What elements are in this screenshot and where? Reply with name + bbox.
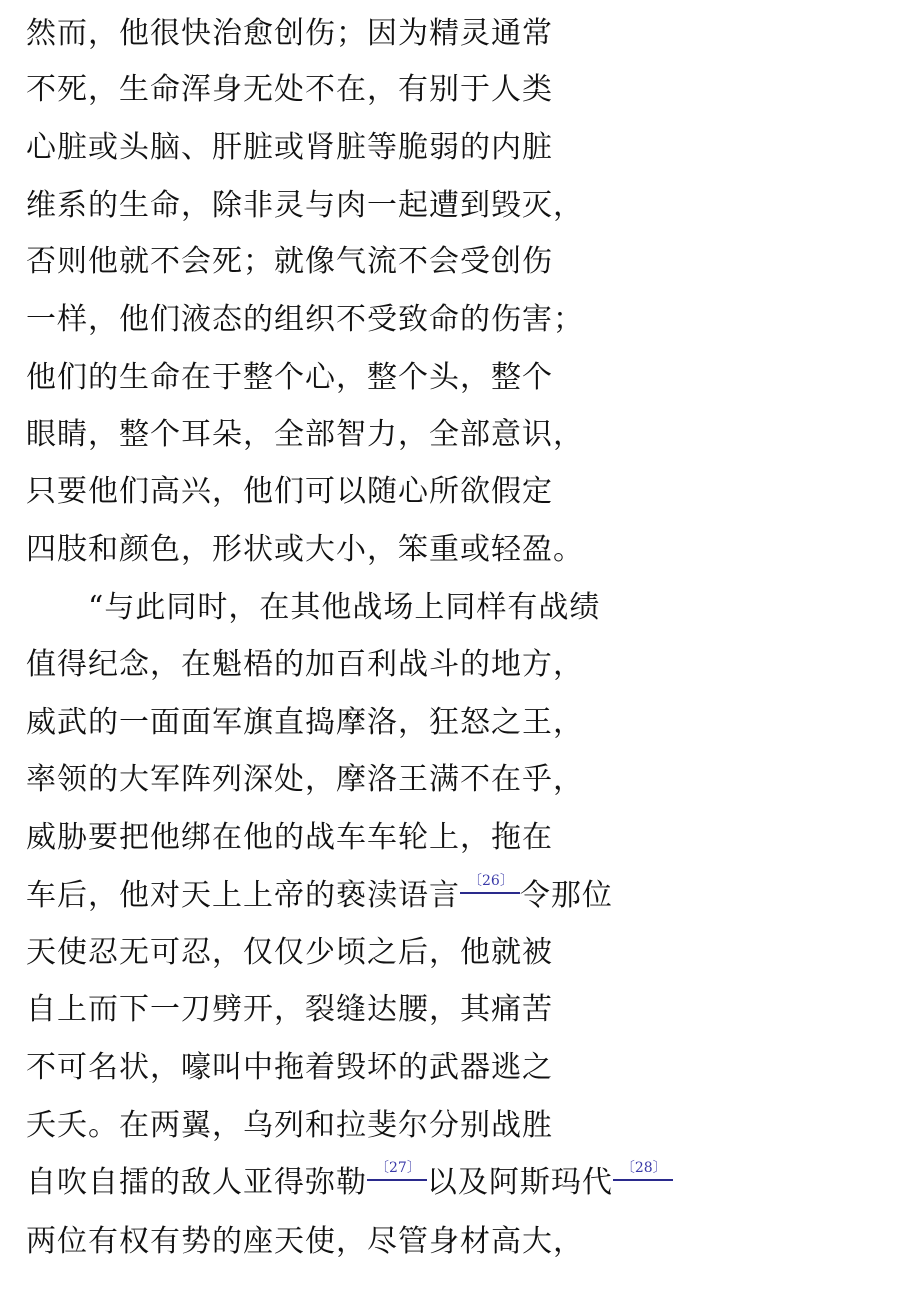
line-text: 自吹自擂的敌人亚得弥勒 xyxy=(26,1165,367,1200)
text-line: 不死，生命浑身无处不在，有别于人类 xyxy=(26,72,553,107)
paragraph-start-line: “与此同时，在其他战场上同样有战绩 xyxy=(88,590,601,625)
text-line: 一样，他们液态的组织不受致命的伤害； xyxy=(26,302,584,337)
text-line: 威胁要把他绑在他的战车车轮上，拖在 xyxy=(26,820,553,855)
text-line: 天使忍无可忍，仅仅少顷之后，他就被 xyxy=(26,935,553,970)
text-line: 然而，他很快治愈创伤；因为精灵通常 xyxy=(26,16,553,51)
text-line: 自上而下一刀劈开，裂缝达腰，其痛苦 xyxy=(26,992,553,1027)
footnote-link-26[interactable]: 〔26〕 xyxy=(460,874,520,894)
footnote-link-27[interactable]: 〔27〕 xyxy=(367,1161,427,1181)
line-text-after: 以及阿斯玛代 xyxy=(426,1165,613,1200)
text-line: 值得纪念，在魁梧的加百利战斗的地方， xyxy=(26,647,584,682)
text-line: 夭夭。在两翼，乌列和拉斐尔分别战胜 xyxy=(26,1108,553,1143)
text-line: 四肢和颜色，形状或大小，笨重或轻盈。 xyxy=(26,532,584,567)
text-line: 否则他就不会死；就像气流不会受创伤 xyxy=(26,244,553,279)
text-line-with-footnote xyxy=(26,873,613,916)
text-line: 他们的生命在于整个心，整个头，整个 xyxy=(26,360,553,395)
text-line: 眼睛，整个耳朵，全部智力，全部意识， xyxy=(26,417,584,452)
text-line: 维系的生命，除非灵与肉一起遭到毁灭， xyxy=(26,188,584,223)
line-text-after: 令那位 xyxy=(519,878,613,913)
text-line: 只要他们高兴，他们可以随心所欲假定 xyxy=(26,474,553,509)
text-line: 心脏或头脑、肝脏或肾脏等脆弱的内脏 xyxy=(26,130,553,165)
text-line: 不可名状，嚎叫中拖着毁坏的武器逃之 xyxy=(26,1050,553,1085)
text-line-with-footnotes xyxy=(26,1160,673,1203)
text-line: 威武的一面面军旗直捣摩洛，狂怒之王， xyxy=(26,705,584,740)
line-text: 车后，他对天上上帝的亵渎语言 xyxy=(26,878,460,913)
text-line: 两位有权有势的座天使，尽管身材高大， xyxy=(26,1224,584,1259)
text-line: 率领的大军阵列深处，摩洛王满不在乎， xyxy=(26,762,584,797)
footnote-link-28[interactable]: 〔28〕 xyxy=(613,1161,673,1181)
